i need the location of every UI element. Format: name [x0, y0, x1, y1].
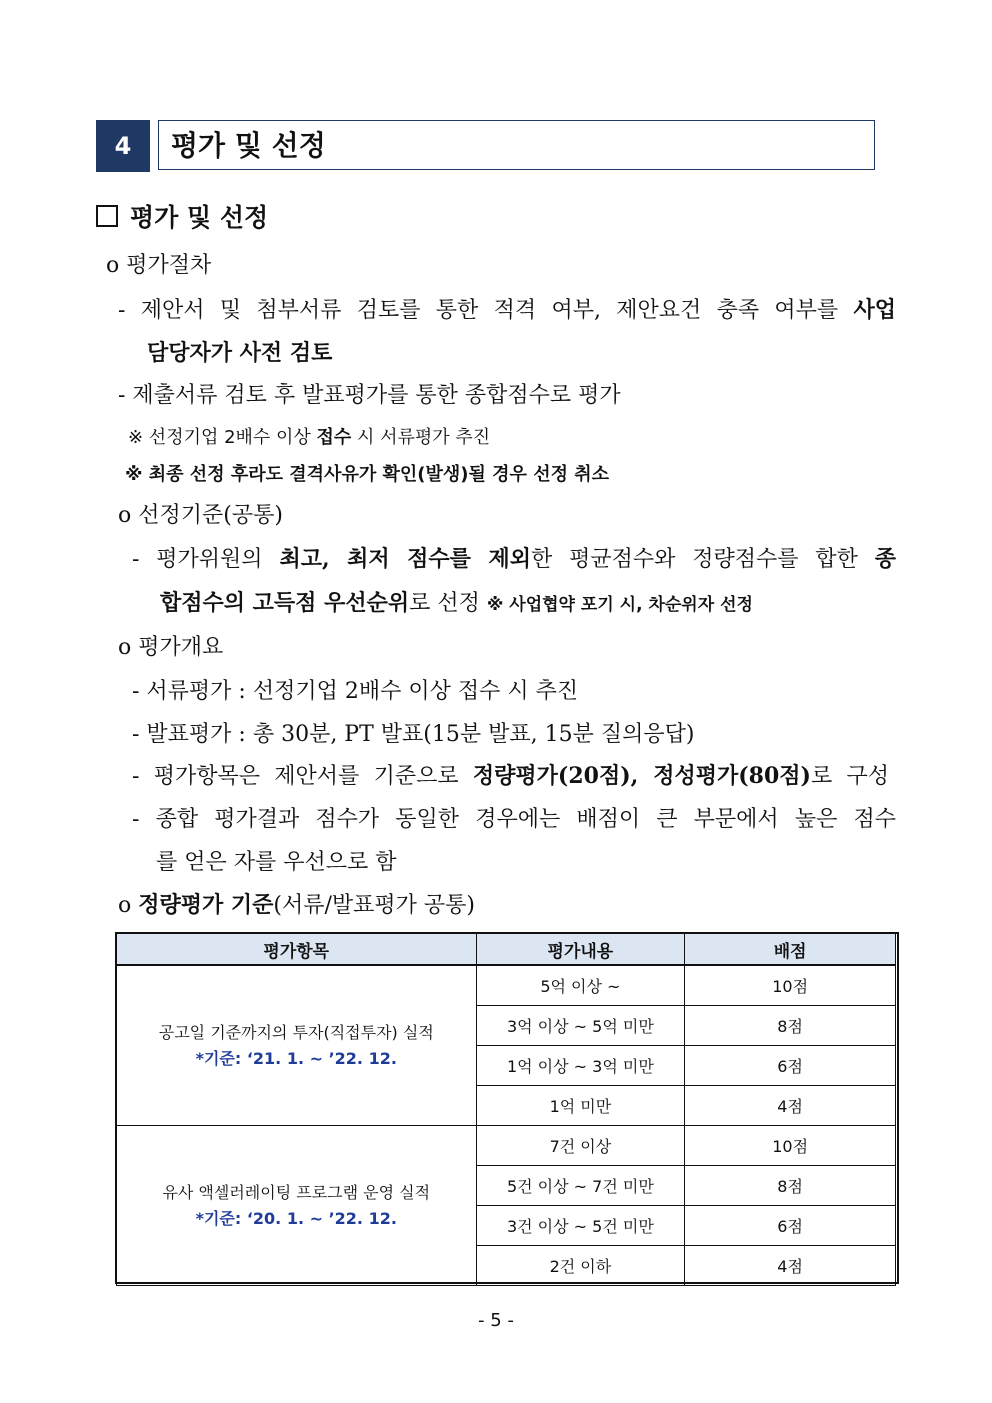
criteria-line-2	[160, 586, 753, 617]
procedure-note-1-bold: 접수	[316, 427, 352, 448]
section-title-text: 평가 및 선정	[130, 203, 269, 232]
table-row	[117, 1126, 896, 1166]
criteria-item-note: *기준: ‘21. 1. ~ ’22. 12.	[195, 1048, 397, 1068]
overview-item-3	[132, 759, 889, 790]
criteria-line-1-mid: 한 평균점수와 정량점수를 합한	[530, 547, 875, 572]
criteria-line-1-text: - 평가위원의	[132, 547, 280, 572]
overview-item-1: - 서류평가 : 선정기업 2배수 이상 접수 시 추진	[132, 679, 579, 704]
procedure-note-1-text: ※ 선정기업 2배수 이상	[128, 427, 317, 448]
table-cell-score: 10점	[685, 965, 896, 1006]
quant-heading-tail: (서류/발표평가 공통)	[273, 893, 476, 918]
overview-item-2: - 발표평가 : 총 30분, PT 발표(15분 발표, 15분 질의응답)	[132, 722, 695, 747]
criteria-line-1-bold-end: 종	[874, 546, 897, 572]
procedure-item-1	[118, 293, 896, 324]
criteria-heading: o 선정기준(공통)	[118, 503, 283, 528]
table-cell-score: 4점	[685, 1246, 896, 1286]
criteria-line-2-bold: 합점수의 고득점 우선순위	[160, 590, 410, 616]
table-row	[117, 965, 896, 1006]
criteria-line-2-note: ※ 사업협약 포기 시, 차순위자 선정	[486, 595, 753, 615]
procedure-note-1-tail: 시 서류평가 추진	[351, 427, 491, 448]
section-title	[96, 198, 268, 234]
table-cell-score: 8점	[685, 1166, 896, 1206]
page-number: - 5 -	[478, 1310, 514, 1331]
section-number-badge: 4	[96, 120, 150, 172]
criteria-item-note: *기준: ‘20. 1. ~ ’22. 12.	[195, 1208, 397, 1228]
section-header-title: 평가 및 선정	[158, 120, 875, 170]
overview-heading: o 평가개요	[118, 635, 224, 660]
table-cell-content: 2건 이하	[476, 1246, 685, 1286]
table-cell-content: 7건 이상	[476, 1126, 685, 1166]
table-cell-content: 3건 이상 ~ 5건 미만	[476, 1206, 685, 1246]
criteria-line-1-bold: 최고, 최저 점수를 제외	[279, 546, 531, 572]
table-header-row	[117, 934, 896, 966]
criteria-item-label: 공고일 기준까지의 투자(직접투자) 실적	[158, 1022, 434, 1042]
table-cell-score: 6점	[685, 1046, 896, 1086]
overview-item-3-text: - 평가항목은 제안서를 기준으로	[132, 764, 473, 789]
criteria-item-accelerating	[117, 1126, 477, 1286]
table-cell-content: 3억 이상 ~ 5억 미만	[476, 1006, 685, 1046]
overview-item-4-line2: 를 얻은 자를 우선으로 함	[156, 850, 397, 875]
table-cell-score: 4점	[685, 1086, 896, 1126]
quant-criteria-table	[116, 933, 896, 1286]
overview-item-3-tail: 로 구성	[810, 764, 889, 789]
checkbox-square-icon	[96, 205, 118, 227]
header-content: 평가내용	[476, 934, 685, 966]
table-cell-content: 1억 미만	[476, 1086, 685, 1126]
procedure-item-2: - 제출서류 검토 후 발표평가를 통한 종합점수로 평가	[118, 383, 621, 408]
header-score: 배점	[685, 934, 896, 966]
overview-item-3-bold: 정량평가(20점), 정성평가(80점)	[472, 763, 811, 789]
section-header	[96, 120, 877, 172]
criteria-line-2-text: 로 선정	[409, 591, 487, 616]
quant-heading-bold: 정량평가 기준	[138, 892, 274, 918]
overview-item-4: - 종합 평가결과 점수가 동일한 경우에는 배점이 큰 부문에서 높은 점수	[132, 807, 896, 832]
procedure-note-1	[128, 423, 490, 449]
procedure-item-1-text: - 제안서 및 첨부서류 검토를 통한 적격 여부, 제안요건 충족 여부를	[118, 298, 854, 323]
table-cell-score: 6점	[685, 1206, 896, 1246]
header-item: 평가항목	[117, 934, 477, 966]
quant-heading	[118, 888, 475, 919]
procedure-note-2: ※ 최종 선정 후라도 결격사유가 확인(발생)될 경우 선정 취소	[125, 464, 610, 485]
table-cell-score: 8점	[685, 1006, 896, 1046]
quant-heading-bullet: o	[118, 893, 139, 918]
procedure-item-1-line2: 담당자가 사전 검토	[147, 340, 333, 366]
table-cell-content: 1억 이상 ~ 3억 미만	[476, 1046, 685, 1086]
procedure-heading: o 평가절차	[106, 253, 212, 278]
criteria-item-investment	[117, 965, 477, 1126]
procedure-item-1-bold: 사업	[853, 297, 896, 323]
table-cell-content: 5건 이상 ~ 7건 미만	[476, 1166, 685, 1206]
table-cell-content: 5억 이상 ~	[476, 965, 685, 1006]
criteria-item-label: 유사 액셀러레이팅 프로그램 운영 실적	[162, 1182, 431, 1202]
criteria-line-1	[132, 542, 896, 573]
table-cell-score: 10점	[685, 1126, 896, 1166]
